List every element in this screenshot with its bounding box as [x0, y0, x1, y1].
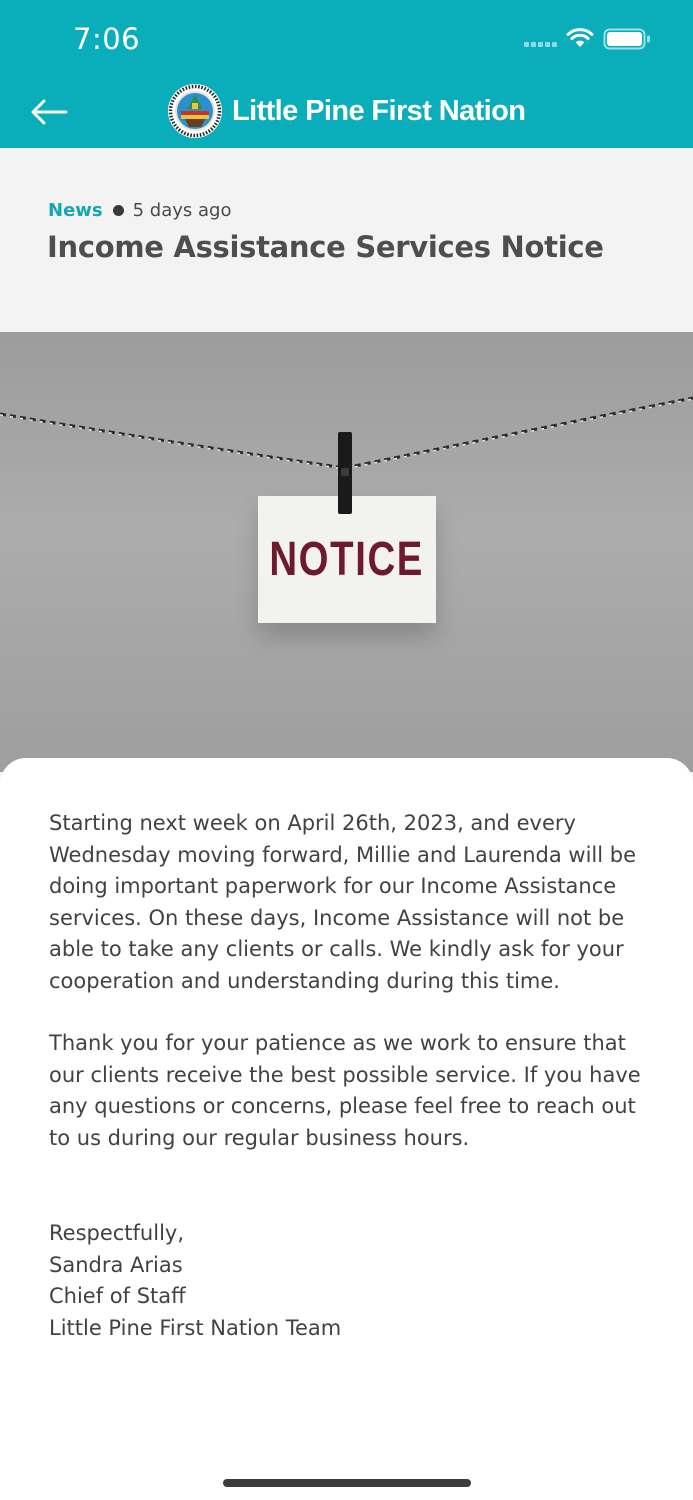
clothespin-icon [338, 432, 352, 514]
status-time: 7:06 [73, 22, 141, 56]
article-meta [48, 197, 231, 223]
article-image [0, 332, 693, 772]
article-title: Income Assistance Services Notice [47, 230, 604, 264]
separator-dot-icon [113, 205, 124, 216]
wifi-icon [565, 27, 595, 49]
body-paragraph: Starting next week on April 26th, 2023, and every Wednesday moving forward, Millie and Laurenda will be doing important paperwork for our Income Assistance services. On these days, Income Assistance will not be able to take any clients or calls. We kindly ask for your cooperation and understanding during this time. [49, 811, 636, 993]
signature-closing: Respectfully, [49, 1221, 185, 1245]
notice-card [258, 496, 436, 623]
cellular-signal-icon [524, 42, 558, 48]
signature-block [49, 1218, 341, 1344]
nation-logo [167, 83, 223, 139]
back-button[interactable] [22, 90, 76, 134]
back-arrow-icon [30, 98, 68, 126]
signature-name: Sandra Arias [49, 1252, 183, 1277]
category-label[interactable]: News [48, 199, 103, 221]
header-bar [0, 0, 693, 148]
post-age: 5 days ago [132, 199, 232, 221]
app-title: Little Pine First Nation [232, 94, 526, 127]
brand [167, 83, 525, 139]
body-paragraph: Thank you for your patience as we work to ensure that our clients receive the best possible service. If you have any questions or concerns, please feel free to reach out to us during our regular business hours. [49, 1031, 641, 1150]
signature-team: Little Pine First Nation Team [49, 1315, 342, 1340]
battery-icon [603, 28, 651, 50]
signature-role: Chief of Staff [49, 1284, 186, 1309]
home-indicator[interactable] [223, 1479, 471, 1487]
notice-text: NOTICE [269, 533, 425, 586]
